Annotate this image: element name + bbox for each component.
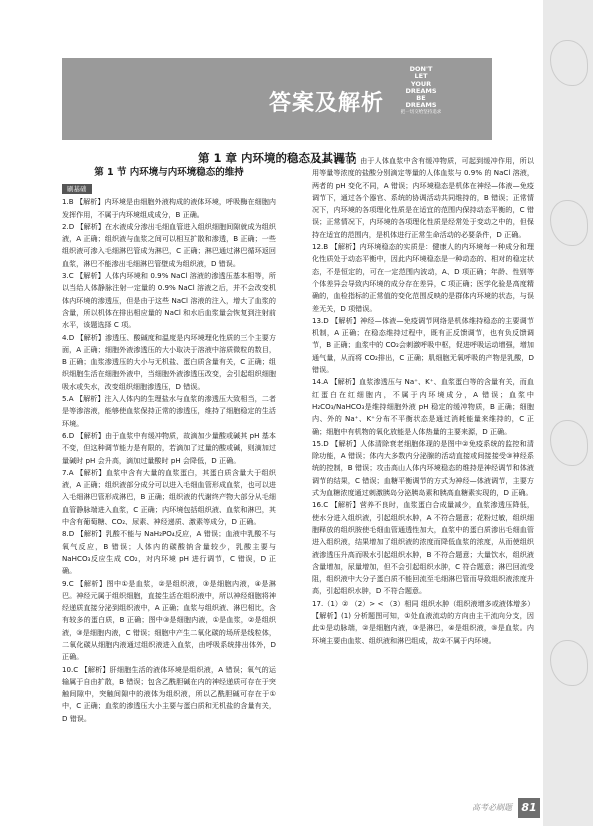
badge-line: LET	[414, 72, 428, 81]
badge-line: BE	[416, 94, 426, 103]
answer-item: 5.A 【解析】注入人体内的生理盐水与血浆的渗透压大致相当，二者是等渗溶液，能够使血浆保持正常的渗透压，维持了细胞稳定的生活环境。	[62, 394, 276, 428]
page-number: 81	[518, 798, 540, 818]
decorative-sketch-icon	[550, 640, 588, 686]
answer-item: 8.D 【解析】乳酸不能与 NaH₂PO₄反应，A 错误；血液中乳酸不与氧气反应，B 错误；人体内的碳酸钠含量较少，乳酸主要与 NaHCO₃反应生成 CO₂，对内环境 pH 进行调节，C 错误，D 正确。	[62, 529, 276, 576]
answer-item: 10.C 【解析】肝细胞生活的液体环境是组织液，A 错误；氧气的运输属于自由扩散，B 错误；包含乙酰胆碱在内的神经递质可存在于突触间隙中，突触间隙中的液体为组织液，所以乙酰胆碱可存在于①中，C 正确；血浆的渗透压大小主要与蛋白质和无机盐的含量有关，D 错误。	[62, 664, 276, 723]
answer-item: 14.A 【解析】血浆渗透压与 Na⁺、K⁺、血浆蛋白等的含量有关，而血红蛋白在红细胞内，不属于内环境成分，A 错误；血浆中 H₂CO₃/NaHCO₃是维持细胞外液 pH 稳定的缓冲物质，B 正确；细胞内、外的 Na⁺、K⁺分布不平衡状态是通过消耗能量来维持的，C 正确；细胞中有机物的氧化放能是人体热量的主要来源，D 正确。	[312, 377, 534, 436]
section-tag: 刷基础	[62, 184, 92, 194]
answer-item: 1.B 【解析】内环境是由细胞外液构成的液体环境，呼吸酶在细胞内发挥作用，不属于内环境组成成分，B 正确。	[62, 197, 276, 219]
answer-item: 11.D 【解析】由于人体血浆中含有缓冲物质，可起到缓冲作用，所以用等量等浓度的盐酸分别滴定等量的人体血浆与 0.9% 的 NaCl 溶液，两者的 pH 变化不同，A 错误；内环境稳态是机体在神经—体液—免疫调节下，通过各个器官、系统的协调活动共同维持的，B 错误；正常情况下，内环境的各项理化性质是在适宜的范围内保持动态平衡的，C 错误；正常情况下，内环境的各项理化性质是经常处于变动之中的，但保持在适宜的范围内，是机体进行正常生命活动的必要条件，D 正确。	[312, 156, 534, 239]
answer-item: 9.C 【解析】图中①是血浆，②是组织液，③是细胞内液，④是淋巴。神经元属于组织细胞，直接生活在组织液中，所以神经细胞将神经递质直接分泌到组织液中，A 正确；血浆与组织液、淋巴相比，含有较多的蛋白质，B 正确；图中③是细胞内液，①是血浆，②是组织液，③是细胞内液，C 错误；细胞中产生二氧化碳的场所是线粒体，二氧化碳从细胞内液通过组织液进入血浆，由呼吸系统排出体外，D 正确。	[62, 578, 276, 662]
decorative-sketch-icon	[550, 420, 588, 466]
badge-line: DON'T	[409, 65, 433, 73]
decorative-sketch-icon	[550, 40, 588, 86]
answer-list-left	[62, 196, 276, 725]
badge-line: DREAMS	[405, 86, 437, 95]
answer-item: 6.D 【解析】由于血浆中有缓冲物质，故滴加少量酸或碱其 pH 基本不变，但这种调节能力是有限的，若滴加了过量的酸或碱，则滴加过量碱时 pH 会升高，滴加过量酸时 pH 会降低，D 正确。	[62, 430, 276, 465]
answer-item: 2.D 【解析】在水液成分渗出毛细血管进入组织细胞间隙就成为组织液，A 正确；组织液与血浆之间可以相互扩散和渗透，B 正确；一些组织液可渗入毛细淋巴管成为淋巴，C 正确；淋巴通过淋巴循环返回血浆，淋巴不能渗出毛细淋巴管壁成为组织液，D 错误。	[62, 221, 276, 268]
answer-banner	[62, 58, 492, 140]
badge-line: DREAMS	[405, 101, 437, 110]
left-column	[62, 162, 276, 725]
right-column	[312, 155, 534, 647]
answer-item: 12.B 【解析】内环境稳态的实质是：健康人的内环境每一种成分和理化性质处于动态平衡中，因此内环境稳态是一种动态的、相对的稳定状态，不是恒定的，可在一定范围内波动，A、D 项正确；年龄、性别等个体差异会导致内环境的成分存在差异，C 项正确；医学化验是高度精确的，血检指标的正常值的变化范围反映的是群体内环境的状态，与误差无关，D 项错误。	[312, 242, 534, 313]
answer-item: 【解析】(1) 分析题图可知，①处血液流动的方向由主干流向分支，因此①是动脉端，②是细胞内液，③是淋巴，④是组织液，⑤是血浆。内环境主要由血浆、组织液和淋巴组成，故②不属于内环境。	[312, 610, 534, 645]
section-title: 第 1 节 内环境与内环境稳态的维持	[94, 167, 244, 178]
decorative-side-strip	[543, 0, 593, 826]
answer-item: 13.D 【解析】神经—体液—免疫调节网络是机体维持稳态的主要调节机制，A 正确；在稳态维持过程中，既有正反馈调节，也有负反馈调节，B 正确；血浆中的 CO₂会刺激呼吸中枢，促进呼吸运动增强，增加通气量，从而将 CO₂排出，C 正确；肌细胞无氧呼吸的产物是乳酸，D 错误。	[312, 315, 534, 375]
answer-item: 16.C 【解析】营养不良时，血浆蛋白合成量减少，血浆渗透压降低，使水分进入组织液，引起组织水肿，A 不符合题意；花粉过敏，组织细胞释放的组织胺使毛细血管通透性加大，血浆中的蛋白质渗出毛细血管进入组织液，结果增加了组织液的浓度而降低血浆的浓度，从而使组织液渗透压升高而吸水引起组织水肿，B 不符合题意；大量饮水，组织液含量增加，尿量增加，但不会引起组织水肿，C 符合题意；淋巴回流受阻，组织液中大分子蛋白质不能回流至毛细淋巴管而导致组织液浓度升高，引起组织水肿，D 不符合题意。	[312, 500, 534, 596]
badge-line: YOUR	[410, 79, 432, 88]
chapter-title: 第 1 章 内环境的稳态及其调节	[197, 151, 356, 165]
answer-item: 15.D 【解析】人体清除衰老细胞体现的是图中②免疫系统的监控和清除功能，A 错误；体内大多数内分泌腺的活动直接或间接接受③神经系统的控制，B 错误；攻击高山人体内环境稳态的维持是神经调节和体液调节的结果，C 错误；血糖平衡调节的方式为神经—体液调节，主要方式为血糖浓度通过刺激胰岛分泌胰岛素和胰高血糖素实现的，D 正确。	[312, 438, 534, 498]
answer-item: 3.C 【解析】人体内环境和 0.9% NaCl 溶液的渗透压基本相等，所以当给人体静脉注射一定量的 0.9% NaCl 溶液之后，并不会改变机体内环境的渗透压，但是由于这些 NaCl 溶液的注入，增大了血浆的含量，所以机体在排出相应量的 NaCl 和水后血浆量会恢复到注射前水平，该题选择 C 项。	[62, 271, 276, 330]
decorative-sketch-icon	[550, 200, 588, 246]
answer-item: 17.（1）② （2）> < （3）相同 组织水肿（组织液增多或液体增多）	[312, 598, 535, 608]
answer-item: 4.D 【解析】渗透压、酸碱度和温度是内环境理化性质的三个主要方面，A 正确；细胞外液渗透压的大小取决于溶液中溶质微粒的数目，B 正确；血浆渗透压的大小与无机盐、蛋白质含量有关，C 正确；组织细胞生活在细胞外液中，当细胞外液渗透压改变，会引起组织细胞吸水或失水，改变组织细胞渗透压，D 错误。	[62, 332, 276, 391]
banner-title: 答案及解析	[268, 91, 384, 116]
answer-item: 7.A 【解析】血浆中含有大量的血浆蛋白，其蛋白质含量大于组织液，A 正确；组织液部分成分可以进入毛细血管形成血浆，也可以进入毛细淋巴管形成淋巴，B 正确；组织液的代谢终产物大部分从毛细血管静脉端进入血浆，C 正确；内环境包括组织液、血浆和淋巴，其中含有葡萄糖、CO₂、尿素、神经递质、激素等成分，D 正确。	[62, 467, 276, 527]
answer-list-right	[312, 155, 534, 647]
footer-series-title: 高考必刷题	[472, 803, 512, 812]
badge-tagline: 把一切交给坚持追求	[400, 109, 442, 115]
page-footer	[470, 798, 540, 818]
dream-badge	[392, 66, 450, 116]
